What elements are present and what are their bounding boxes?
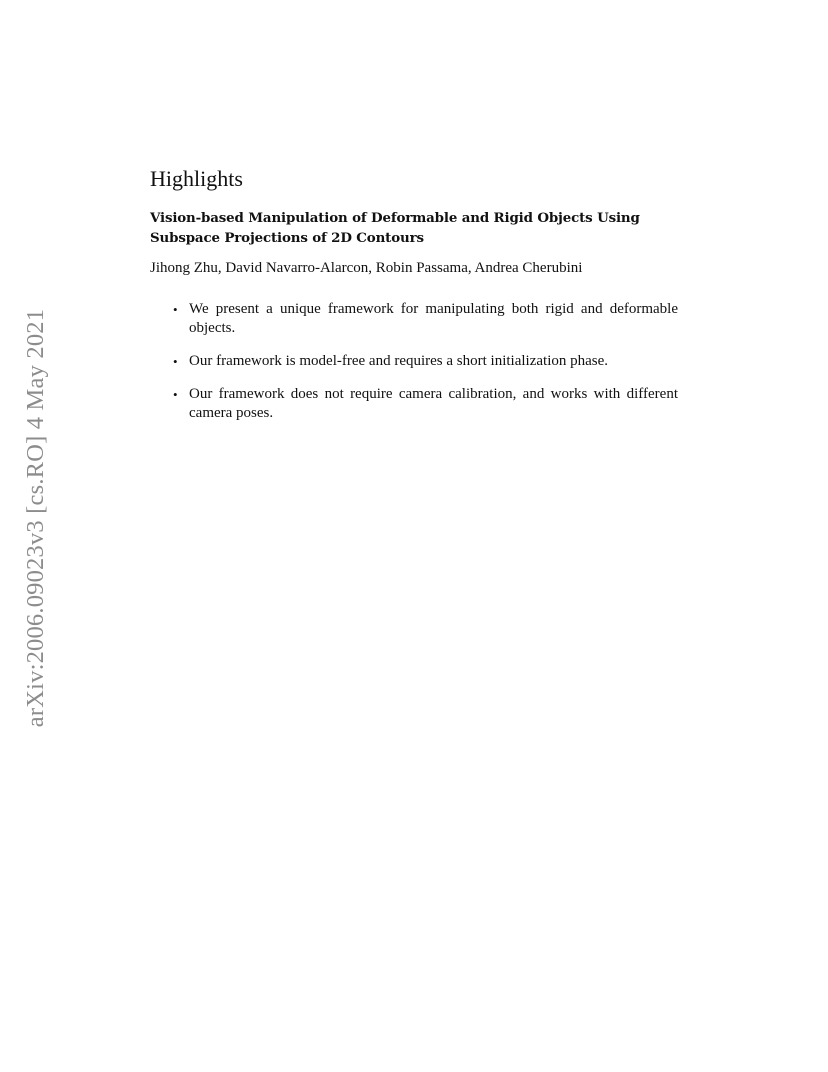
page-heading: Highlights <box>150 166 243 191</box>
bullet-icon: • <box>173 387 178 402</box>
author-list: Jihong Zhu, David Navarro-Alarcon, Robin Passama, Andrea Cherubini <box>150 260 583 276</box>
highlight-item <box>150 385 678 423</box>
paper-title: Vision-based Manipulation of Deformable and Rigid Objects Using Subspace Projections of 2D Contours <box>150 210 640 246</box>
bullet-icon: • <box>173 302 178 317</box>
highlight-text: Our framework does not require camera calibration, and works with different camera poses. <box>189 386 678 421</box>
highlight-item <box>150 300 678 338</box>
highlight-item <box>150 352 678 371</box>
highlights-page <box>150 165 678 437</box>
highlight-text: We present a unique framework for manipulating both rigid and deformable objects. <box>189 301 678 336</box>
highlight-list <box>150 300 678 423</box>
bullet-icon: • <box>173 354 178 369</box>
arxiv-identifier-stamp: arXiv:2006.09023v3 [cs.RO] 4 May 2021 <box>22 308 49 728</box>
highlight-text: Our framework is model-free and requires a short initialization phase. <box>189 353 609 369</box>
